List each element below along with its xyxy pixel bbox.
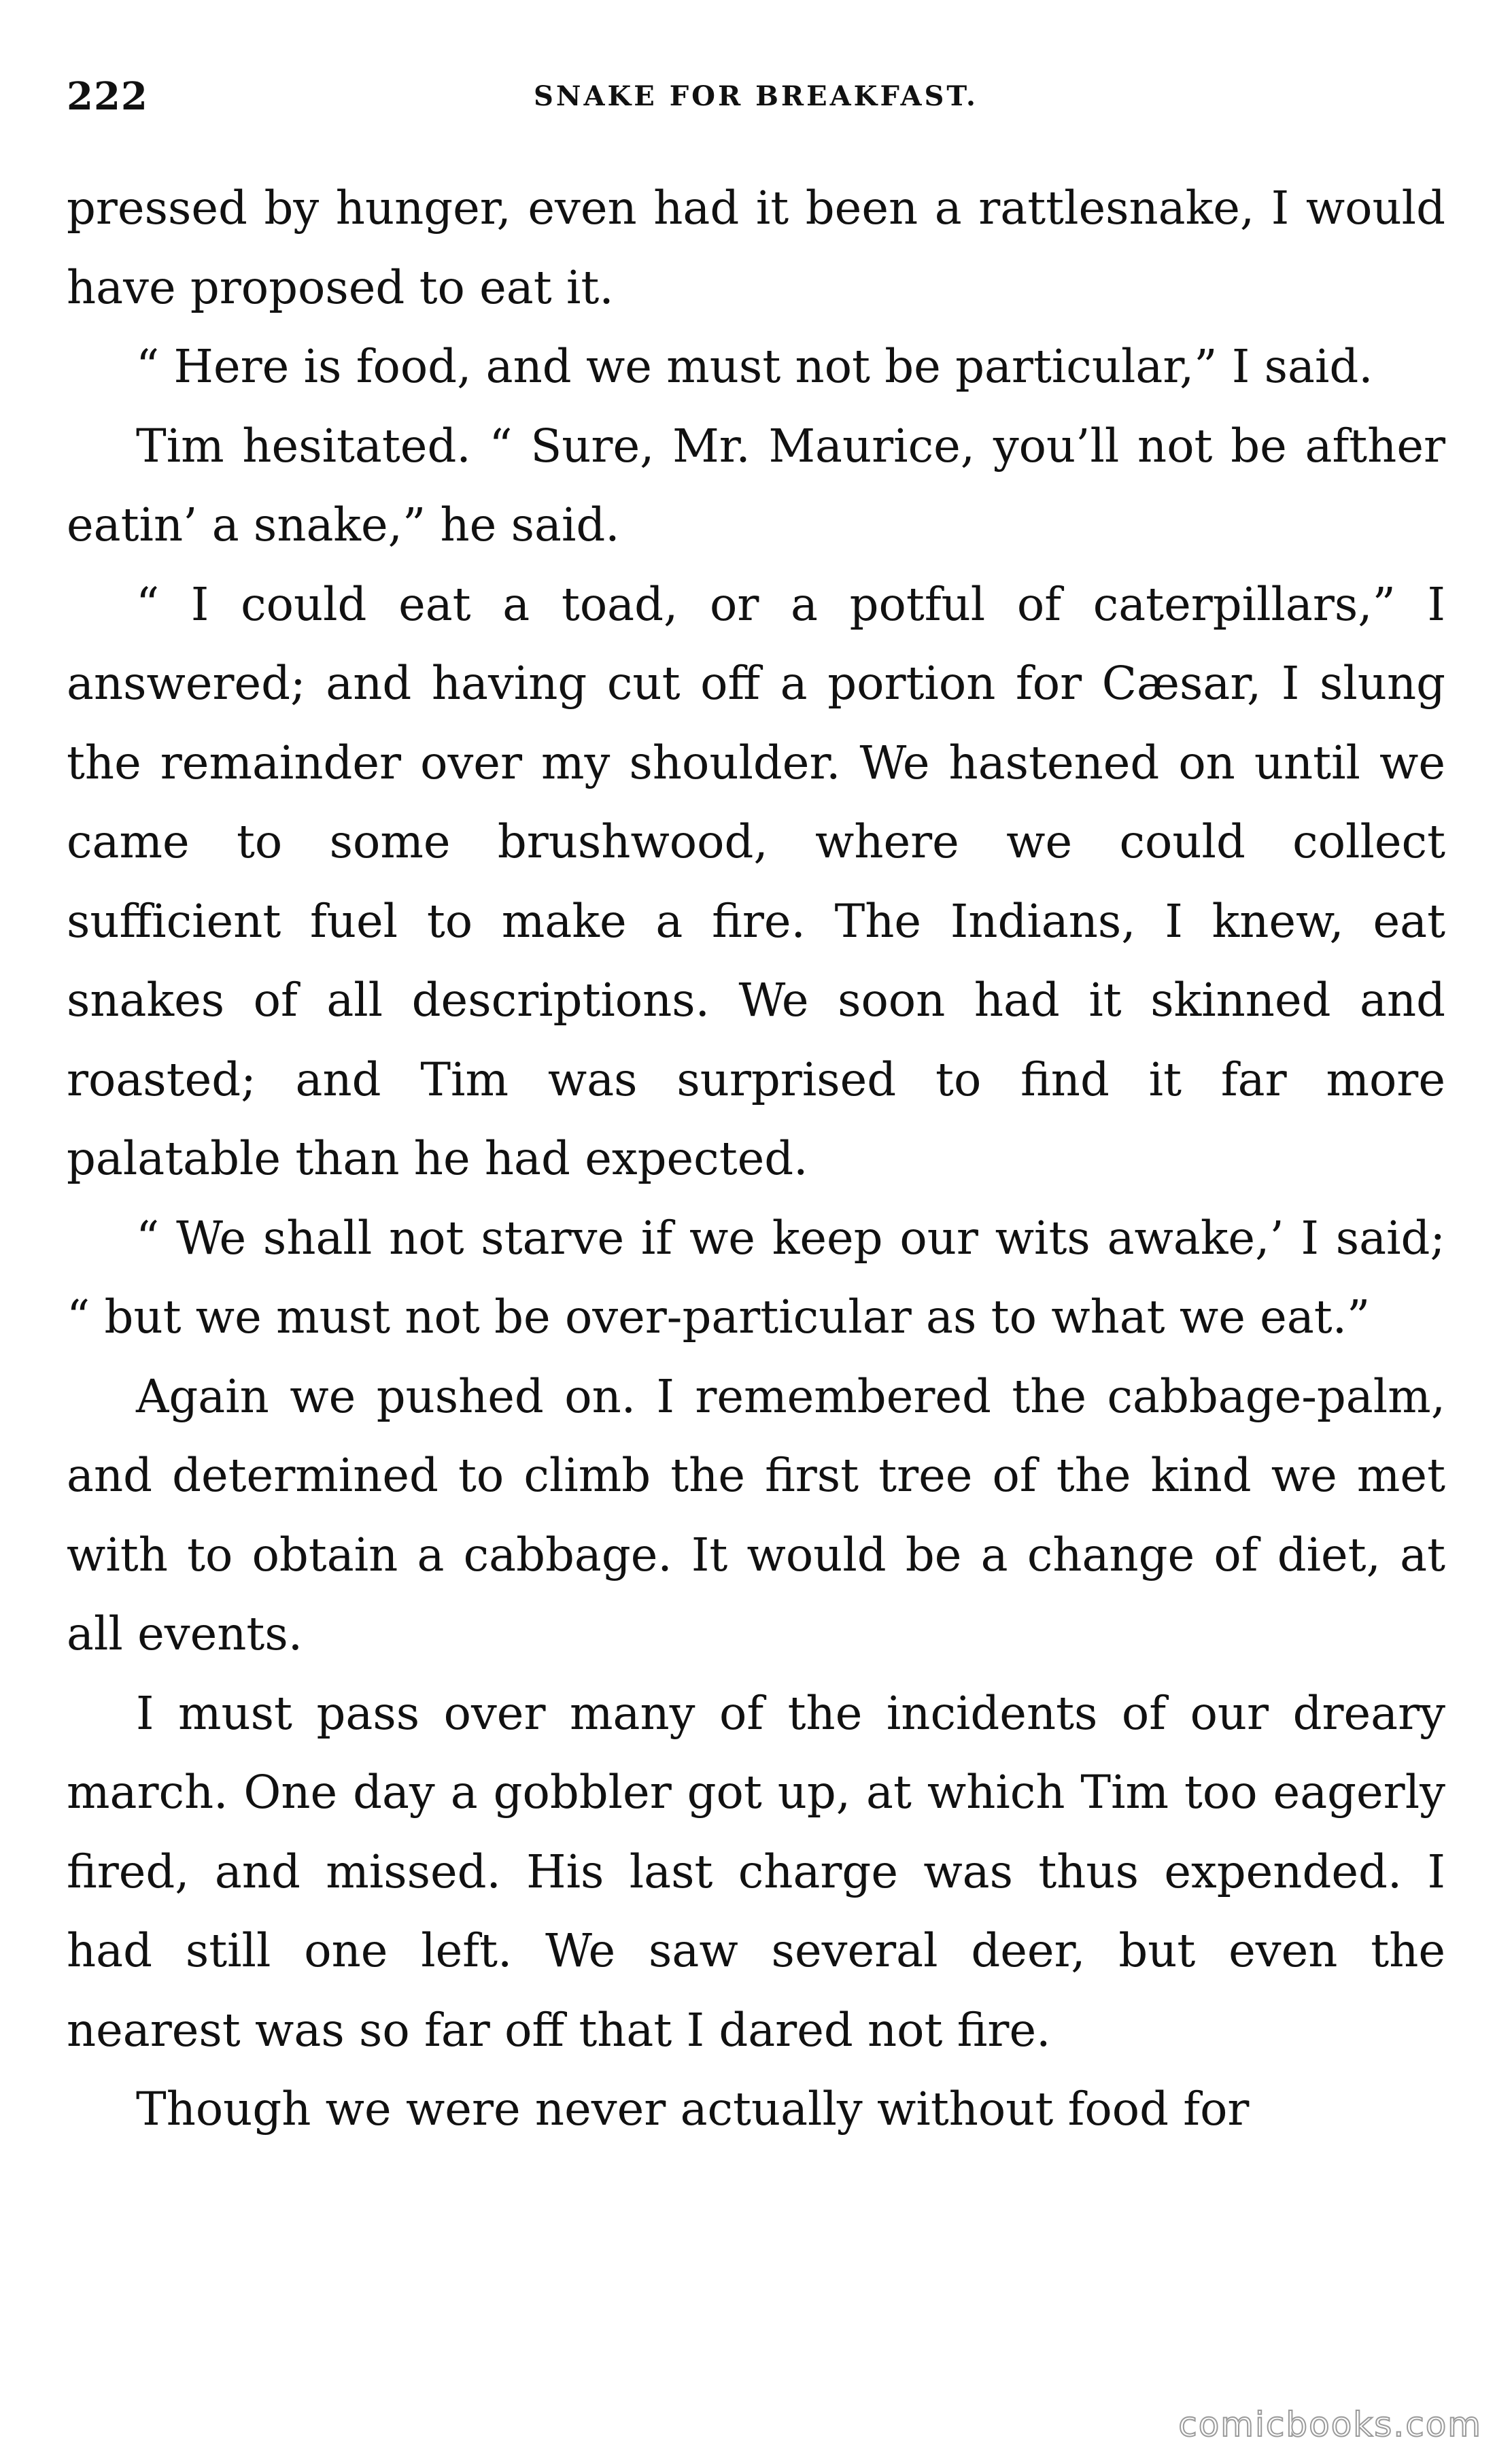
running-title: SNAKE FOR BREAKFAST. <box>534 80 978 112</box>
body-text <box>67 169 1445 2149</box>
paragraph: Though we were never actually without food for <box>136 2083 1250 2136</box>
paragraph: I must pass over many of the incidents of our dreary march. One day a gobbler got up, at which Tim too eagerly fired, and missed. His last charge was thus expended. I had still one left. We saw several deer, but even the nearest was so far off that I dared not fire. <box>67 1686 1445 2057</box>
paragraph: “ I could eat a toad, or a potful of caterpillars,” I answered; and having cut off a portion for Cæsar, I slung the remainder over my shoulder. We hastened on until we came to some brushwood, where we could collect sufficient fuel to make a fire. The Indians, I knew, eat snakes of all descriptions. We soon had it skinned and roasted; and Tim was surprised to find it far more palatable than he had expected. <box>67 577 1445 1185</box>
running-head <box>67 69 1445 124</box>
paragraph: Again we pushed on. I remembered the cabbage-palm, and determined to climb the first tree of the kind we met with to obtain a cabbage. It would be a change of diet, at all events. <box>67 1369 1445 1660</box>
paragraph-continuation: pressed by hunger, even had it been a rattlesnake, I would have proposed to eat it. <box>67 182 1445 314</box>
paragraph: “ Here is food, and we must not be particular,” I said. <box>136 340 1373 393</box>
page-number: 222 <box>67 74 148 119</box>
paragraph: Tim hesitated. “ Sure, Mr. Maurice, you’ll not be afther eatin’ a snake,” he said. <box>67 419 1445 551</box>
watermark: comicbooks.com <box>1178 2405 1482 2444</box>
paragraph: “ We shall not starve if we keep our wits awake,’ I said; “ but we must not be over-particular as to what we eat.” <box>67 1211 1445 1344</box>
